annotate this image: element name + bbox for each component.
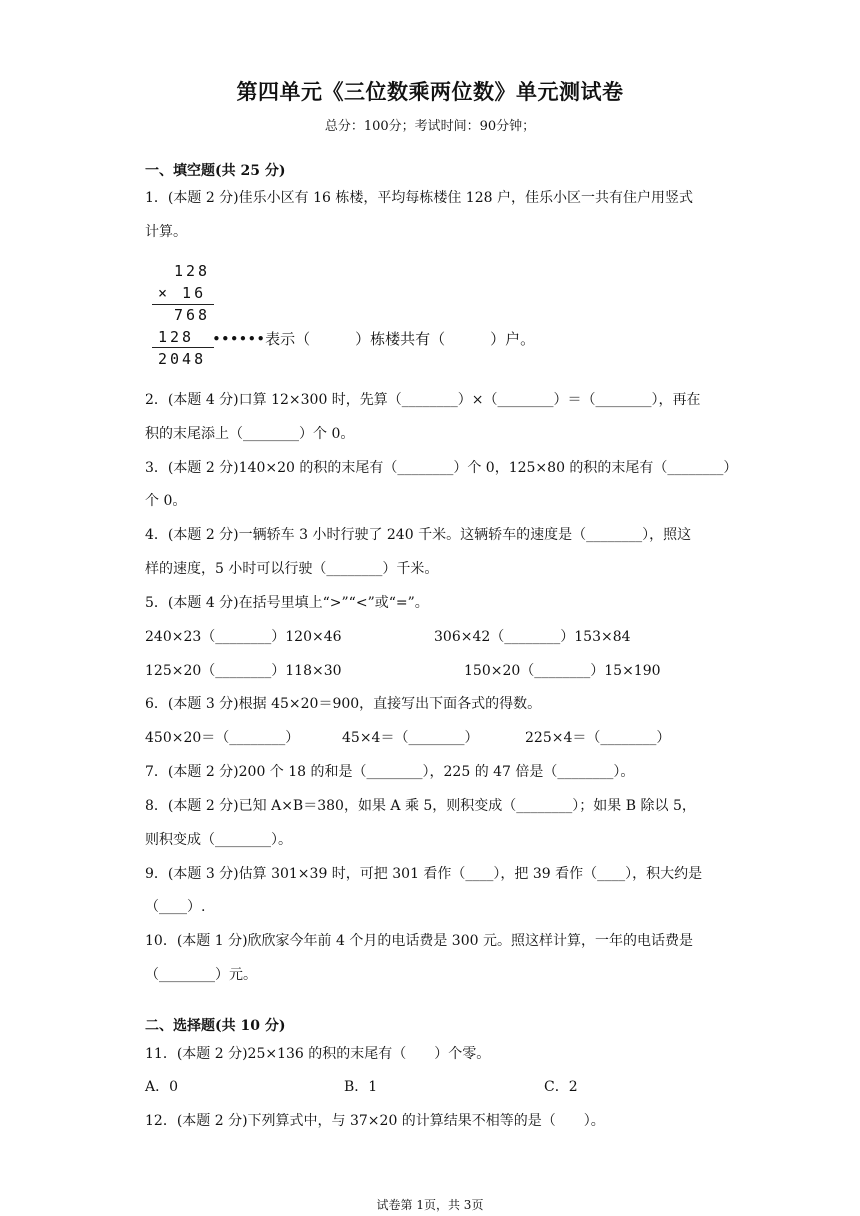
question-10-line-1: 10．(本题 1 分)欣欣家今年前 4 个月的电话费是 300 元。照这样计算，一年的电话费是 <box>145 933 693 949</box>
question-6-line-1: 6．(本题 3 分)根据 45×20＝900，直接写出下面各式的得数。 <box>145 696 542 712</box>
question-5-item-1: 240×23（________）120×46 <box>145 629 342 645</box>
exam-info: 总分：100分；考试时间：90分钟； <box>324 119 536 134</box>
question-3-line-2: 个 0。 <box>145 493 187 509</box>
question-1-annotation: ••••••表示（ ）栋楼共有（ ）户。 <box>212 330 536 348</box>
question-4-line-2: 样的速度，5 小时可以行驶（________）千米。 <box>145 561 439 577</box>
question-11-option-b: B．1 <box>344 1079 378 1095</box>
question-3-line-1: 3．(本题 2 分)140×20 的积的末尾有（________）个 0，125×80 的积的末尾有（________） <box>145 460 738 476</box>
question-8-line-2: 则积变成（________）。 <box>145 832 292 848</box>
question-12-line-1: 12．(本题 2 分)下列算式中，与 37×20 的计算结果不相等的是（ ）。 <box>145 1113 605 1129</box>
question-2-line-2: 积的末尾添上（________）个 0。 <box>145 426 355 442</box>
vertical-rule-2 <box>152 347 214 348</box>
question-4-line-1: 4．(本题 2 分)一辆轿车 3 小时行驶了 240 千米。这辆轿车的速度是（________），照这 <box>145 527 692 543</box>
section-multiple-choice-heading: 二、选择题(共 10 分) <box>145 1018 286 1034</box>
question-8-line-1: 8．(本题 2 分)已知 A×B＝380，如果 A 乘 5，则积变成（________）；如果 B 除以 5， <box>145 798 696 814</box>
question-6-item-2: 45×4＝（________） <box>342 730 479 746</box>
question-6-item-1: 450×20＝（________） <box>145 730 300 746</box>
question-5-line-1: 5．(本题 4 分)在括号里填上“>”“<”或“=”。 <box>145 595 429 611</box>
question-5-item-4: 150×20（________）15×190 <box>464 663 661 679</box>
question-5-item-2: 306×42（________）153×84 <box>434 629 631 645</box>
page-title: 第四单元《三位数乘两位数》单元测试卷 <box>236 79 624 104</box>
vertical-multiplier: × 16 <box>158 284 207 302</box>
question-2-line-1: 2．(本题 4 分)口算 12×300 时，先算（________）×（________）＝（________），再在 <box>145 392 701 408</box>
question-9-line-1: 9．(本题 3 分)估算 301×39 时，可把 301 看作（____），把 39 看作（____），积大约是 <box>145 866 703 882</box>
question-10-line-2: （________）元。 <box>145 967 257 983</box>
page-footer: 试卷第 1页，共 3页 <box>376 1198 484 1212</box>
question-7-line-1: 7．(本题 2 分)200 个 18 的和是（________），225 的 47 倍是（________）。 <box>145 764 635 780</box>
question-11-option-a: A．0 <box>145 1079 179 1095</box>
question-6-item-3: 225×4＝（________） <box>525 730 671 746</box>
vertical-rule-1 <box>152 304 214 305</box>
question-11-option-c: C．2 <box>544 1079 578 1095</box>
question-1-line-2: 计算。 <box>145 224 187 240</box>
section-fill-blank-heading: 一、填空题(共 25 分) <box>145 163 286 179</box>
question-1-line-1: 1．(本题 2 分)佳乐小区有 16 栋楼，平均每栋楼住 128 户，佳乐小区一共有住户用竖式 <box>145 190 693 206</box>
question-11-line-1: 11．(本题 2 分)25×136 的积的末尾有（ ）个零。 <box>145 1046 491 1062</box>
question-5-item-3: 125×20（________）118×30 <box>145 663 342 679</box>
question-9-line-2: （____）. <box>145 899 206 915</box>
vertical-product: 2048 <box>158 350 207 368</box>
vertical-multiplicand: 128 <box>174 262 211 280</box>
vertical-partial-2: 128 <box>158 328 195 346</box>
vertical-partial-1: 768 <box>174 306 211 324</box>
